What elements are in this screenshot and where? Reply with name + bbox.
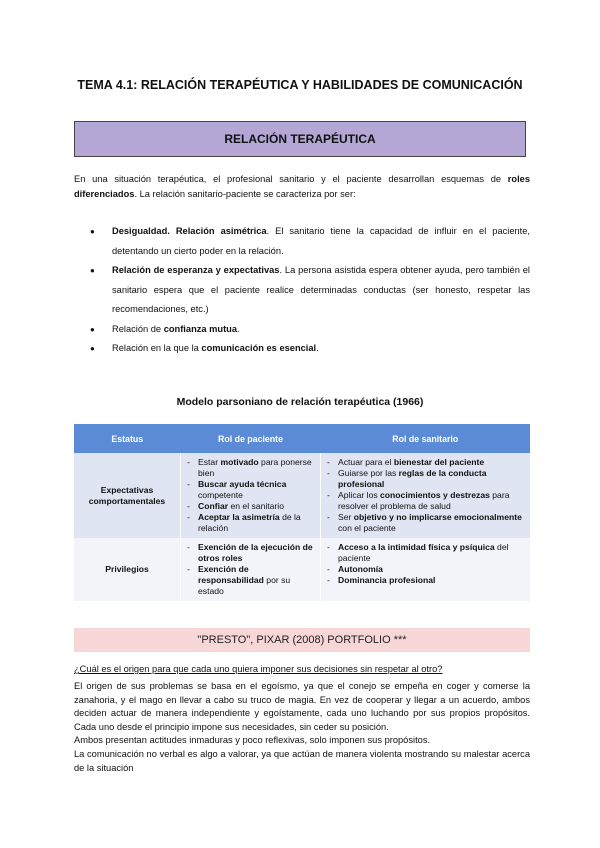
status-cell: Expectativas comportamentales	[74, 453, 181, 538]
cell-post: para resolver el problema de salud	[338, 490, 510, 511]
dash-icon: -	[187, 457, 190, 467]
header-status: Estatus	[74, 424, 181, 453]
intro-text-after: . La relación sanitario-paciente se caracteriza por ser:	[134, 188, 356, 199]
sanitario-cell	[321, 538, 531, 601]
cell-post: en el sanitario	[228, 501, 284, 511]
portfolio-question: ¿Cuál es el origen para que cada uno quiera imponer sus decisiones sin respetar al otro?	[74, 664, 443, 674]
dash-icon: -	[327, 490, 330, 500]
bullet-icon: ●	[90, 344, 95, 353]
document-title: TEMA 4.1: RELACIÓN TERAPÉUTICA Y HABILIDADES DE COMUNICACIÓN	[77, 78, 523, 92]
cell-bold: Aceptar la asimetría	[198, 512, 280, 522]
list-item	[90, 339, 530, 359]
header-sanitario: Rol de sanitario	[321, 424, 531, 453]
portfolio-answer	[74, 680, 530, 775]
cell-bold: objetivo y no implicarse emocionalmente	[353, 512, 522, 522]
cell-bold: motivado	[220, 457, 259, 467]
paciente-cell	[181, 453, 321, 538]
dash-icon: -	[327, 575, 330, 585]
dash-icon: -	[187, 564, 190, 574]
bullet-icon: ●	[90, 227, 95, 236]
cell-item	[185, 457, 316, 479]
cell-item	[185, 512, 316, 534]
cell-item	[325, 468, 526, 490]
cell-item	[325, 457, 526, 468]
cell-item	[185, 479, 316, 501]
list-item	[90, 261, 530, 320]
table-header-row	[74, 424, 530, 453]
portfolio-heading-bar	[74, 628, 530, 652]
cell-item	[325, 564, 526, 575]
bullet-bold: Relación de esperanza y expectativas	[112, 265, 280, 275]
cell-pre: Aplicar los	[338, 490, 381, 500]
list-item	[90, 320, 530, 340]
section-heading-box	[74, 121, 526, 157]
bullet-pre: Relación de	[112, 323, 164, 334]
cell-bold: conocimientos y destrezas	[380, 490, 490, 500]
dash-icon: -	[187, 512, 190, 522]
cell-post: competente	[198, 490, 243, 500]
bullet-text: .	[237, 323, 240, 334]
portfolio-heading: "PRESTO", PIXAR (2008) PORTFOLIO ***	[197, 634, 407, 646]
cell-bold: Autonomía	[338, 564, 383, 574]
cell-item	[325, 512, 526, 534]
table-row	[74, 453, 530, 538]
parsonian-model-table	[74, 424, 530, 601]
cell-item	[325, 542, 526, 564]
cell-pre: Guiarse por las	[338, 468, 399, 478]
bullet-icon: ●	[90, 266, 95, 275]
cell-item	[325, 575, 526, 586]
answer-paragraph: Ambos presentan actitudes inmaduras y poco reflexivas, solo imponen sus propósitos.	[74, 735, 431, 746]
status-cell: Privilegios	[74, 538, 181, 601]
bullet-pre: Relación en la que la	[112, 343, 202, 353]
cell-item	[325, 490, 526, 512]
table-row	[74, 538, 530, 601]
sanitario-cell	[321, 453, 531, 538]
cell-bold: Dominancia profesional	[338, 575, 436, 585]
cell-post: para ponerse bien	[198, 457, 312, 478]
bullet-text: .	[316, 343, 319, 353]
cell-item	[185, 542, 316, 564]
bullet-bold: confianza mutua	[163, 323, 238, 334]
bullet-bold: comunicación es esencial	[201, 343, 317, 353]
cell-bold: Buscar ayuda técnica	[198, 479, 287, 489]
dash-icon: -	[187, 501, 190, 511]
cell-post: con el paciente	[338, 523, 396, 533]
bullet-bold: Desigualdad. Relación asimétrica	[112, 226, 267, 236]
cell-post: del paciente	[338, 542, 509, 563]
answer-paragraph: La comunicación no verbal es algo a valorar, ya que actúan de manera violenta mostrando su malestar acerca de la situación	[74, 748, 530, 773]
cell-bold: Confiar	[198, 501, 229, 511]
dash-icon: -	[327, 512, 330, 522]
cell-bold: Exención de la ejecución de otros roles	[198, 542, 313, 563]
bullet-icon: ●	[90, 324, 95, 334]
characteristics-list	[90, 222, 530, 359]
dash-icon: -	[187, 479, 190, 489]
dash-icon: -	[327, 542, 330, 552]
cell-pre: Actuar para el	[338, 457, 394, 467]
header-paciente: Rol de paciente	[181, 424, 321, 453]
cell-bold: bienestar del paciente	[393, 457, 485, 467]
answer-paragraph: El origen de sus problemas se basa en el egoísmo, ya que el conejo se empeña en coger y comerse la zanahoria, y el mago en llevar a cabo su truco de magia. En vez de cooperar y llegar a un acuerdo, ambos deciden actuar de manera independiente y egoístamente, cada uno luchando por sus propios propósitos. Cada uno desde el principio impone sus necesidades, sin ceder su posición.	[74, 681, 530, 732]
cell-bold: Acceso a la intimidad física y psíquica	[338, 542, 495, 552]
cell-item	[185, 564, 316, 597]
table-title: Modelo parsoniano de relación terapéutica (1966)	[176, 396, 424, 408]
cell-bold: Exención de responsabilidad	[198, 564, 264, 585]
cell-item	[185, 501, 316, 512]
intro-paragraph	[74, 172, 530, 201]
dash-icon: -	[327, 564, 330, 574]
cell-bold: reglas de la conducta profesional	[338, 468, 487, 489]
intro-bold: roles diferenciados	[74, 174, 530, 199]
cell-pre: Estar	[198, 457, 221, 467]
dash-icon: -	[187, 542, 190, 552]
bullet-text: . La persona asistida espera obtener ayuda, pero también el sanitario espera que el paciente realice determinadas conductas (ser honesto, respetar las recomendaciones, etc.)	[112, 265, 530, 314]
list-item	[90, 222, 530, 261]
dash-icon: -	[327, 468, 330, 478]
paciente-cell	[181, 538, 321, 601]
cell-post: por su estado	[198, 575, 291, 596]
bullet-text: . El sanitario tiene la capacidad de influir en el paciente, detentando un cierto poder en la relación.	[112, 226, 531, 256]
dash-icon: -	[327, 457, 330, 467]
cell-post: de la relación	[198, 512, 301, 533]
cell-pre: Ser	[338, 512, 354, 522]
intro-text-before: En una situación terapéutica, el profesional sanitario y el paciente desarrollan esquemas de	[74, 174, 508, 184]
section-heading: RELACIÓN TERAPÉUTICA	[224, 132, 376, 146]
